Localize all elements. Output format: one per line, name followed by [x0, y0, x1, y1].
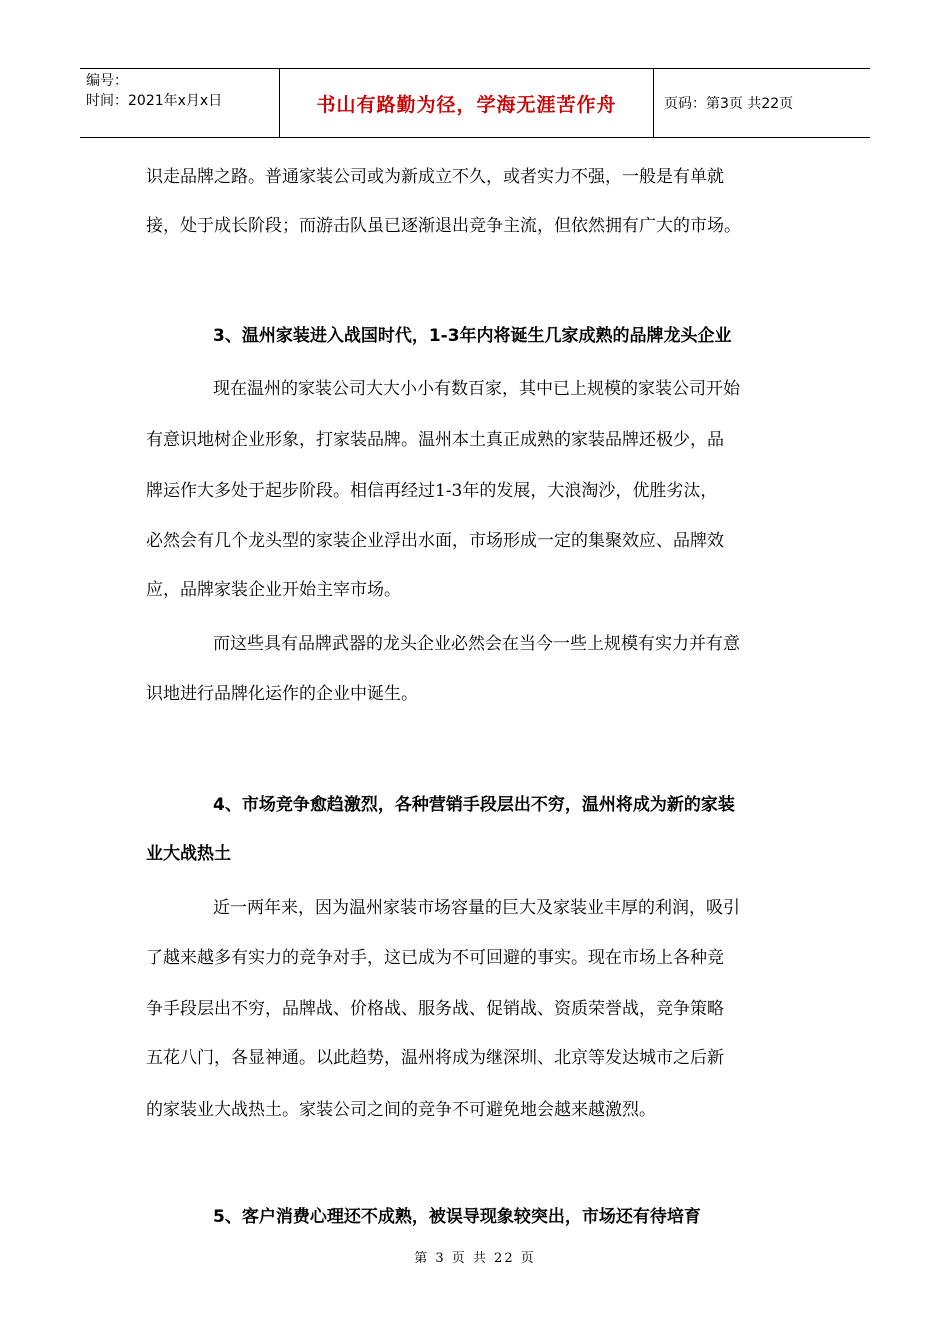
body-line: 必然会有几个龙头型的家装企业浮出水面，市场形成一定的集聚效应、品牌效 — [146, 531, 724, 551]
page-footer: 第 3 页 共 22 页 — [414, 1251, 536, 1266]
header-page-info: 页码：第3页 共22页 — [664, 96, 794, 112]
section-heading: 业大战热土 — [146, 844, 231, 864]
header-meta — [80, 69, 280, 137]
header-motto: 书山有路勤为径，学海无涯苦作舟 — [280, 69, 654, 137]
section-heading: 3、温州家装进入战国时代，1-3年内将诞生几家成熟的品牌龙头企业 — [213, 326, 732, 346]
body-line: 五花八门，各显神通。以此趋势，温州将成为继深圳、北京等发达城市之后新 — [146, 1048, 724, 1068]
body-line: 的家装业大战热土。家装公司之间的竞争不可避免地会越来越激烈。 — [146, 1100, 656, 1120]
body-line: 有意识地树企业形象，打家装品牌。温州本土真正成熟的家装品牌还极少，品 — [146, 430, 724, 450]
body-line: 牌运作大多处于起步阶段。相信再经过1-3年的发展，大浪淘沙，优胜劣汰， — [146, 481, 718, 501]
number-label: 编号： — [86, 73, 128, 89]
body-line: 而这些具有品牌武器的龙头企业必然会在当今一些上规模有实力并有意 — [213, 634, 740, 654]
section-heading: 5、客户消费心理还不成熟，被误导现象较突出，市场还有待培育 — [213, 1207, 701, 1227]
body-line: 应，品牌家装企业开始主宰市场。 — [146, 580, 401, 600]
body-line: 识地进行品牌化运作的企业中诞生。 — [146, 684, 418, 704]
page-header — [80, 68, 870, 138]
section-heading: 4、市场竞争愈趋激烈，各种营销手段层出不穷，温州将成为新的家装 — [213, 795, 735, 815]
body-line: 现在温州的家装公司大大小小有数百家，其中已上规模的家装公司开始 — [213, 379, 740, 399]
body-line: 接，处于成长阶段；而游击队虽已逐渐退出竞争主流，但依然拥有广大的市场。 — [146, 216, 741, 236]
time-label: 时间：2021年x月x日 — [86, 93, 223, 109]
body-line: 识走品牌之路。普通家装公司或为新成立不久，或者实力不强，一般是有单就 — [146, 167, 724, 187]
body-line: 了越来越多有实力的竞争对手，这已成为不可回避的事实。现在市场上各种竞 — [146, 948, 724, 968]
body-line: 争手段层出不穷，品牌战、价格战、服务战、促销战、资质荣誉战，竞争策略 — [146, 999, 724, 1019]
body-line: 近一两年来，因为温州家装市场容量的巨大及家装业丰厚的利润，吸引 — [213, 898, 740, 918]
